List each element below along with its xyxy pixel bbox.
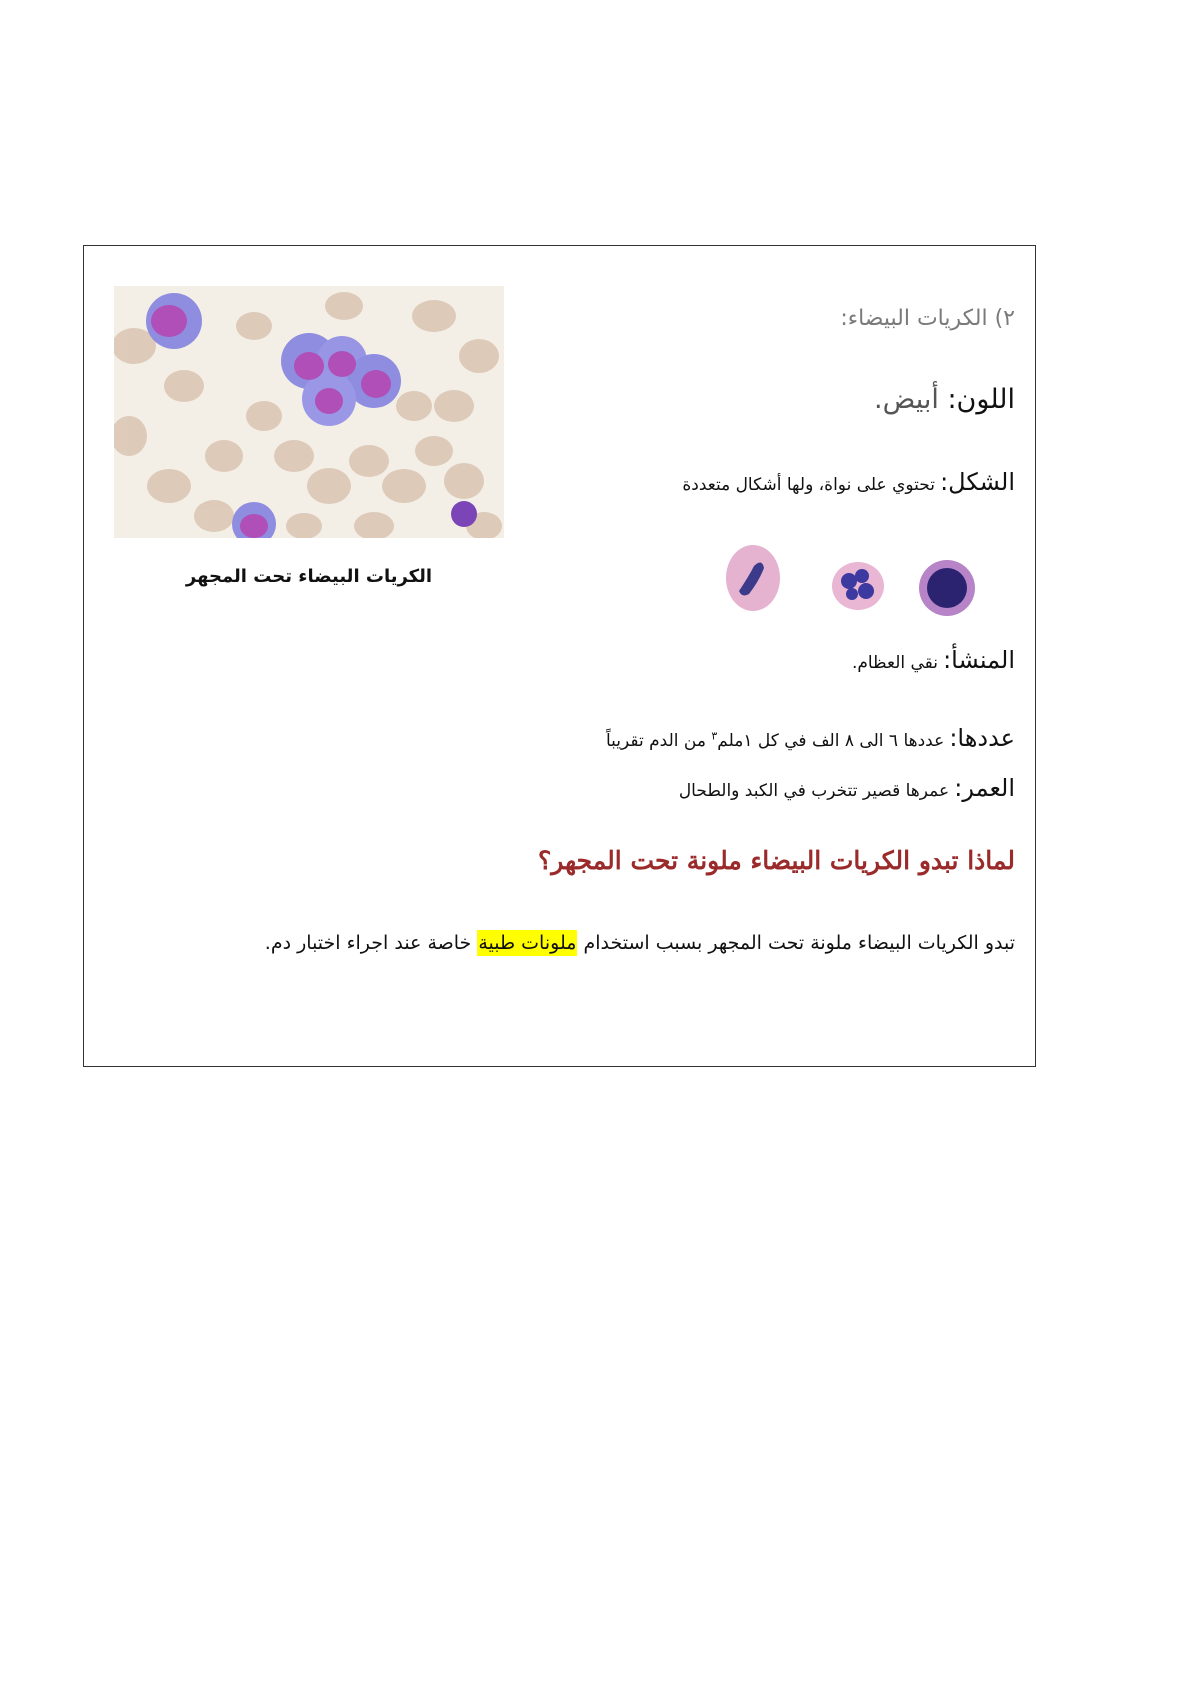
origin-value: نقي العظام. [851, 653, 938, 673]
count-label: عددها: [949, 724, 1015, 752]
age-row [679, 774, 1015, 802]
count-value-part2: من الدم تقريباً [605, 731, 712, 751]
answer-text [265, 932, 1015, 954]
shape-value: تحتوي على نواة، ولها أشكال متعددة [682, 475, 935, 495]
color-label: اللون: [947, 384, 1015, 415]
leukocyte-types-image [724, 536, 984, 626]
answer-part2: خاصة عند اجراء اختبار دم. [264, 932, 478, 954]
shape-label: الشكل: [940, 468, 1015, 496]
origin-row [852, 646, 1015, 674]
color-value: أبيض. [874, 384, 939, 415]
age-value: عمرها قصير تتخرب في الكبد والطحال [678, 781, 950, 801]
answer-highlight: ملونات طبية [478, 932, 577, 954]
color-row [874, 384, 1015, 415]
age-label: العمر: [954, 774, 1015, 802]
answer-part1: تبدو الكريات البيضاء ملونة تحت المجهر بسبب استخدام [577, 932, 1015, 954]
origin-label: المنشأ: [943, 646, 1015, 674]
content-frame [83, 245, 1036, 1067]
count-row [606, 724, 1015, 752]
question-heading: لماذا تبدو الكريات البيضاء ملونة تحت المجهر؟ [538, 846, 1015, 875]
figure-caption: الكريات البيضاء تحت المجهر [185, 566, 433, 587]
leukocyte-types-illustration [724, 536, 984, 626]
count-superscript: ٣ [711, 729, 718, 743]
section-heading: ٢) الكريات البيضاء: [840, 306, 1015, 331]
microscope-image [114, 286, 504, 538]
shape-row [682, 468, 1015, 496]
count-value-part1: عددها ٦ الى ٨ الف في كل ١ملم [717, 731, 945, 751]
white-blood-cells-micrograph [114, 286, 504, 538]
